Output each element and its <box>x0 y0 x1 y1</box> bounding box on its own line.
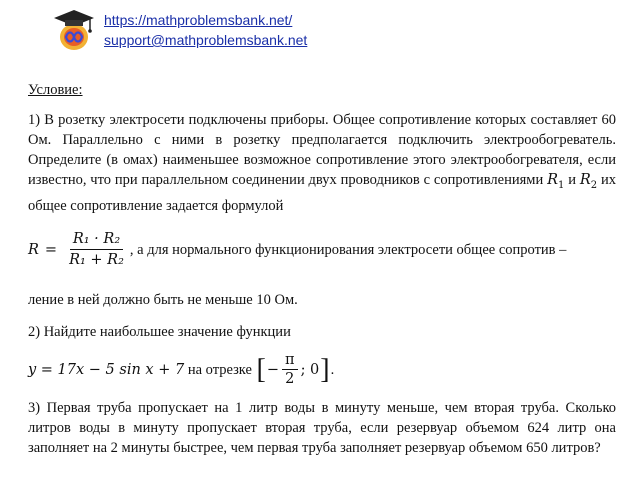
problem-1-text <box>28 110 616 216</box>
interval-numerator: π <box>282 352 298 370</box>
problem-content <box>28 80 616 458</box>
interval-open-bracket: [ <box>256 353 266 385</box>
page-header <box>50 8 450 52</box>
email-link[interactable]: support@mathproblemsbank.net <box>104 32 308 48</box>
formula-equals: = <box>44 241 58 258</box>
problem-1-tail: их общее сопротивление задается формулой <box>28 172 617 214</box>
interval-denominator: 2 <box>285 371 295 388</box>
problem-1-continuation: ление в ней должно быть не меньше 10 Ом. <box>28 291 298 308</box>
interval-end: ; 0 <box>300 361 320 378</box>
r1-symbol: $R_1$ <box>547 172 565 191</box>
formula-fraction <box>66 230 127 269</box>
formula-lhs: R <box>28 241 39 258</box>
function-row: y = 17x − 5 sin x + 7 на отрезке [ − $\frac{\pi}{2}$ ; 0 ] . <box>28 352 335 388</box>
formula-denominator: R₁ + R₂ <box>69 252 124 269</box>
interval-minus: − <box>266 361 280 378</box>
resistance-formula <box>28 222 616 278</box>
after-formula-text: , а для нормального функционирования электросети общее сопротив – <box>129 241 567 258</box>
site-link[interactable]: https://mathproblemsbank.net/ <box>104 12 293 28</box>
condition-label: Условие: <box>28 82 83 98</box>
interval-fraction <box>282 352 298 387</box>
graduation-cap-logo-icon <box>50 8 98 52</box>
problem-1-body: 1) В розетку электросети подключены приборы. Общее сопротивление которых составляет 60 Ом. Параллельно с ними в розетку предполагается подключить электрообогреватель. Определите (в омах) наименьшее возможное сопротивление этого электрообогревателя, если известно, что при параллельном соединении двух проводников с сопротивлениями <box>28 112 616 188</box>
problem-3-text: 3) Первая труба пропускает на 1 литр воды в минуту меньше, чем вторая труба. Сколько литров воды в минуту пропускает вторая труба, если резервуар объемом 624 литр она заполняет на 2 минуты быстрее, чем первая труба заполняет резервуар объемом 650 литров? <box>28 399 616 456</box>
and-word: и <box>568 172 576 188</box>
problem-2-text: 2) Найдите наибольшее значение функции <box>28 323 291 340</box>
interval-label: на отрезке <box>187 361 252 378</box>
interval-close-bracket: ] <box>320 353 330 385</box>
formula-numerator: R₁ · R₂ <box>70 230 123 250</box>
function-expression: y = 17x − 5 sin x + 7 <box>28 361 185 378</box>
r2-symbol: $R_2$ <box>579 172 598 191</box>
